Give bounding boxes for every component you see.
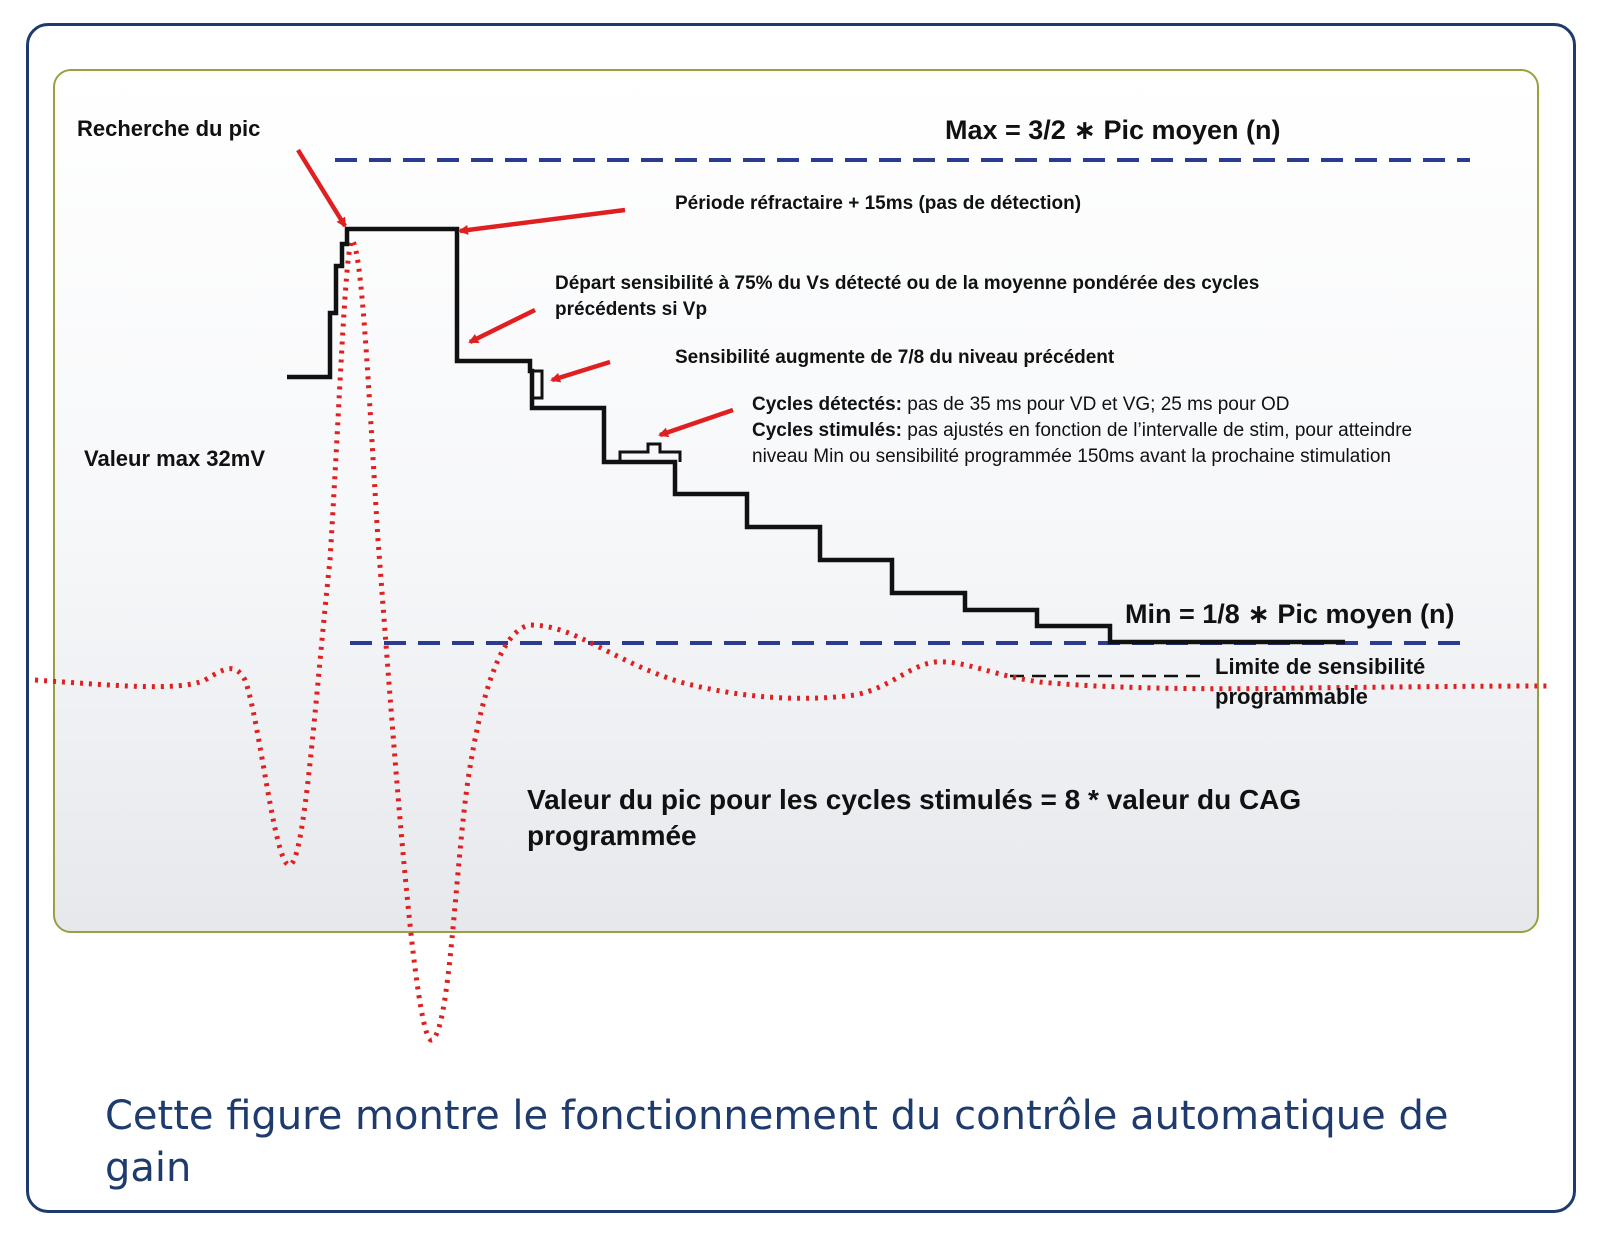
detected-cycles-title: Cycles détectés:	[752, 394, 902, 415]
arrow-sensitivity-increase	[552, 362, 610, 380]
stimulated-cycles-label	[752, 420, 1412, 442]
detected-cycles-text: pas de 35 ms pour VD et VG; 25 ms pour OD	[901, 394, 1290, 415]
stimulated-cycles-title: Cycles stimulés:	[752, 420, 902, 441]
peak-search-label: Recherche du pic	[77, 116, 261, 141]
sensitivity-limit-label-2: programmable	[1215, 684, 1368, 709]
paced-step-detail	[604, 444, 680, 462]
min-formula-label: Min = 1/8 ∗ Pic moyen (n)	[1125, 599, 1455, 629]
sensitivity-limit-label-1: Limite de sensibilité	[1215, 654, 1426, 679]
paced-peak-label-2: programmée	[527, 820, 697, 851]
figure-caption: Cette figure montre le fonctionnement du contrôle automatique de gain	[105, 1093, 1449, 1191]
paced-peak-label-1: Valeur du pic pour les cycles stimulés = 8 * valeur du CAG	[527, 784, 1302, 815]
sensitivity-increase-label: Sensibilité augmente de 7/8 du niveau précédent	[675, 347, 1115, 368]
stimulated-cycles-text: pas ajustés en fonction de l’intervalle de stim, pour atteindre	[901, 420, 1413, 441]
start-sensitivity-label-1: Départ sensibilité à 75% du Vs détecté ou de la moyenne pondérée des cycles	[555, 273, 1260, 294]
stimulated-cycles-label-2: niveau Min ou sensibilité programmée 150ms avant la prochaine stimulation	[752, 446, 1391, 467]
arrow-refractory	[460, 210, 625, 231]
refractory-label: Période réfractaire + 15ms (pas de détection)	[675, 193, 1082, 214]
arrow-cycles	[660, 410, 733, 435]
arrow-start-sensitivity	[470, 310, 535, 342]
start-sensitivity-label-2: précédents si Vp	[555, 299, 708, 320]
max-formula-label: Max = 3/2 ∗ Pic moyen (n)	[945, 115, 1281, 145]
detected-cycles-label	[752, 394, 1290, 416]
max-value-label: Valeur max 32mV	[84, 446, 266, 471]
